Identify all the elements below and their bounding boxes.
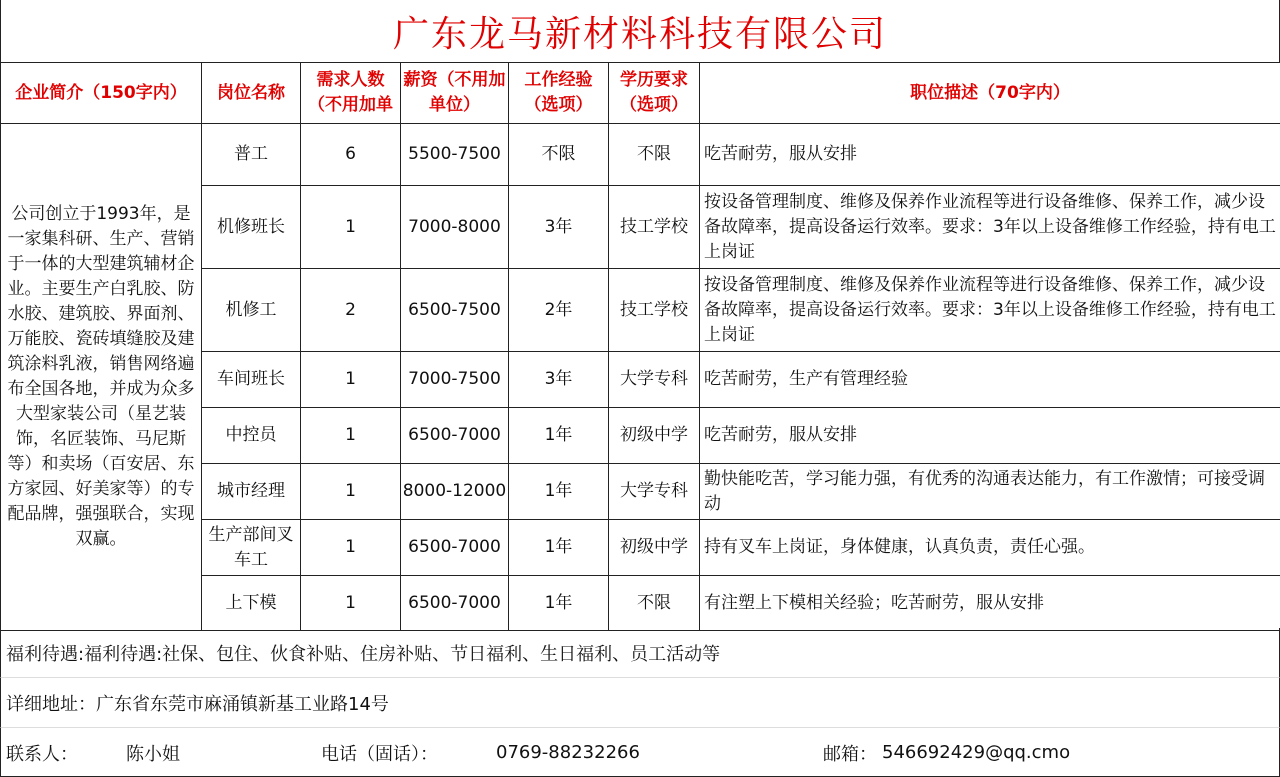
job-experience: 1年 bbox=[509, 576, 609, 631]
job-experience: 3年 bbox=[509, 352, 609, 408]
header-description: 职位描述（70字内） bbox=[700, 63, 1280, 124]
job-description: 吃苦耐劳，生产有管理经验 bbox=[700, 352, 1280, 408]
job-count: 1 bbox=[301, 464, 401, 520]
address-text: 详细地址：广东省东莞市麻涌镇新基工业路14号 bbox=[6, 693, 389, 715]
job-count: 1 bbox=[301, 352, 401, 408]
job-position: 城市经理 bbox=[202, 464, 301, 520]
job-education: 技工学校 bbox=[609, 269, 700, 352]
job-position: 机修工 bbox=[202, 269, 301, 352]
job-description: 勤快能吃苦，学习能力强，有优秀的沟通表达能力，有工作激情；可接受调动 bbox=[700, 464, 1280, 520]
job-count: 6 bbox=[301, 124, 401, 186]
header-position: 岗位名称 bbox=[202, 63, 301, 124]
job-salary: 8000-12000 bbox=[401, 464, 509, 520]
contact-person: 陈小姐 bbox=[126, 743, 180, 765]
job-education: 技工学校 bbox=[609, 186, 700, 269]
job-education: 初级中学 bbox=[609, 408, 700, 464]
header-experience: 工作经验（选项） bbox=[509, 63, 609, 124]
job-experience: 不限 bbox=[509, 124, 609, 186]
header-count: 需求人数（不用加单 bbox=[301, 63, 401, 124]
job-count: 1 bbox=[301, 576, 401, 631]
job-position: 中控员 bbox=[202, 408, 301, 464]
job-description: 按设备管理制度、维修及保养作业流程等进行设备维修、保养工作，减少设备故障率，提高设备运行效率。要求：3年以上设备维修工作经验，持有电工上岗证 bbox=[700, 269, 1280, 352]
job-count: 1 bbox=[301, 408, 401, 464]
job-description: 有注塑上下模相关经验；吃苦耐劳，服从安排 bbox=[700, 576, 1280, 631]
table-row bbox=[1, 124, 1280, 186]
job-experience: 1年 bbox=[509, 520, 609, 576]
job-salary: 6500-7000 bbox=[401, 520, 509, 576]
header-salary: 薪资（不用加单位） bbox=[401, 63, 509, 124]
benefits-row bbox=[0, 628, 1280, 678]
job-count: 1 bbox=[301, 186, 401, 269]
phone-label: 电话（固话）： bbox=[321, 743, 438, 765]
company-title-text: 广东龙马新材料科技有限公司 bbox=[392, 13, 887, 55]
contact-person-label: 联系人： bbox=[6, 743, 78, 765]
email-address: 546692429@qq.cmo bbox=[882, 742, 1071, 763]
job-description: 持有叉车上岗证，身体健康，认真负责，责任心强。 bbox=[700, 520, 1280, 576]
job-salary: 6500-7000 bbox=[401, 576, 509, 631]
company-intro: 公司创立于1993年，是一家集科研、生产、营销于一体的大型建筑辅材企业。主要生产白乳胶、防水胶、建筑胶、界面剂、万能胶、瓷砖填缝胶及建筑涂料乳液，销售网络遍布全国各地，并成为众多大型家装公司（星艺装饰，名匠装饰、马尼斯等）和卖场（百安居、东方家园、好美家等）的专配品牌，强强联合，实现双赢。 bbox=[1, 124, 202, 631]
table-header-row bbox=[1, 63, 1280, 124]
job-experience: 1年 bbox=[509, 408, 609, 464]
job-salary: 6500-7500 bbox=[401, 269, 509, 352]
job-education: 大学专科 bbox=[609, 352, 700, 408]
job-position: 生产部间叉车工 bbox=[202, 520, 301, 576]
job-description: 按设备管理制度、维修及保养作业流程等进行设备维修、保养工作，减少设备故障率，提高设备运行效率。要求：3年以上设备维修工作经验，持有电工上岗证 bbox=[700, 186, 1280, 269]
job-description: 吃苦耐劳，服从安排 bbox=[700, 124, 1280, 186]
phone-number: 0769-88232266 bbox=[496, 742, 640, 763]
job-salary: 7000-8000 bbox=[401, 186, 509, 269]
header-education: 学历要求（选项） bbox=[609, 63, 700, 124]
job-education: 不限 bbox=[609, 124, 700, 186]
job-table bbox=[0, 62, 1280, 631]
job-experience: 2年 bbox=[509, 269, 609, 352]
header-intro: 企业简介（150字内） bbox=[1, 63, 202, 124]
email-label: 邮箱： bbox=[823, 743, 877, 765]
job-salary: 6500-7000 bbox=[401, 408, 509, 464]
benefits-text: 福利待遇:福利待遇:社保、包住、伙食补贴、住房补贴、节日福利、生日福利、员工活动等 bbox=[6, 643, 721, 665]
job-position: 上下模 bbox=[202, 576, 301, 631]
job-description: 吃苦耐劳，服从安排 bbox=[700, 408, 1280, 464]
job-education: 不限 bbox=[609, 576, 700, 631]
job-count: 2 bbox=[301, 269, 401, 352]
company-title bbox=[0, 0, 1280, 62]
job-position: 机修班长 bbox=[202, 186, 301, 269]
job-position: 普工 bbox=[202, 124, 301, 186]
address-row bbox=[0, 678, 1280, 728]
job-education: 大学专科 bbox=[609, 464, 700, 520]
job-salary: 7000-7500 bbox=[401, 352, 509, 408]
job-position: 车间班长 bbox=[202, 352, 301, 408]
job-count: 1 bbox=[301, 520, 401, 576]
job-education: 初级中学 bbox=[609, 520, 700, 576]
job-experience: 3年 bbox=[509, 186, 609, 269]
contact-row bbox=[0, 728, 1280, 777]
job-salary: 5500-7500 bbox=[401, 124, 509, 186]
job-experience: 1年 bbox=[509, 464, 609, 520]
